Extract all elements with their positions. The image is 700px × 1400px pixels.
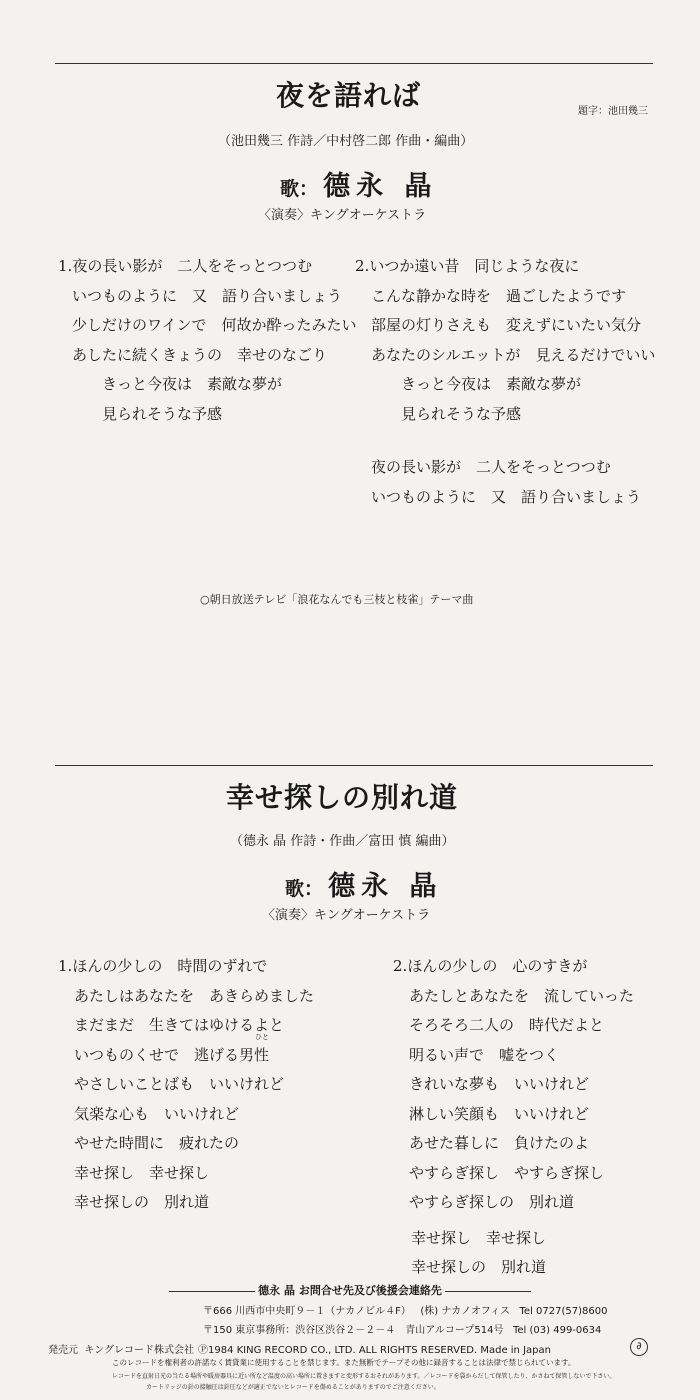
ruby-annotation: ひと: [255, 1033, 269, 1041]
lyric-line: [58, 252, 357, 282]
singer-label: 歌：: [285, 878, 324, 900]
song2-singer: [285, 864, 443, 903]
song1-singer: [280, 164, 438, 203]
singer-name: 德永 晶: [323, 171, 438, 202]
lyric-line: あしたに続くきょうの 幸せのなごり: [72, 345, 328, 364]
lyric-line: いつものくせで 逃げる男性: [74, 1045, 270, 1064]
king-logo-icon: ∂: [630, 1338, 648, 1356]
lyric-line: あたしとあなたを 流していった: [409, 986, 635, 1005]
lyric-text: 夜の長い影が 二人をそっとつつむ: [72, 257, 313, 275]
lyric-line: あなたのシルエットが 見えるだけでいい: [371, 345, 656, 364]
notice-1: このレコードを権利者の許諾なく賃貸業に使用することを禁じます。また無断でテープその他に録音することは法律で禁じられています。: [112, 1358, 576, 1367]
divider: [169, 1291, 255, 1292]
seller-company: キングレコード株式会社: [84, 1345, 195, 1356]
lyric-line: あたしはあなたを あきらめました: [74, 986, 315, 1005]
verse-number: 2.: [393, 957, 408, 975]
lyric-line: 見られそうな予感: [401, 404, 522, 423]
lyric-line: やすらぎ探し やすらぎ探し: [409, 1163, 605, 1182]
song2-verse2: [393, 952, 634, 1283]
seller-label: 発売元: [48, 1345, 78, 1356]
song2-verse1: [58, 952, 314, 1218]
lyric-line: 明るい声で 嘘をつく: [409, 1045, 560, 1064]
verse-number: 1.: [58, 957, 73, 975]
song2-title: 幸せ探しの別れ道: [226, 781, 459, 814]
lyric-line: 幸せ探しの 別れ道: [74, 1193, 210, 1211]
footer-seller: [48, 1341, 194, 1356]
lyric-line: いつものように 又 語り合いましょう: [72, 286, 343, 305]
top-rule: [55, 63, 653, 64]
lyric-line: やすらぎ探しの 別れ道: [409, 1193, 575, 1211]
divider: [445, 1291, 531, 1292]
lyric-text: いつか遠い昔 同じような夜に: [369, 257, 580, 275]
contact-line-2: [203, 1321, 601, 1336]
verse-number: 1.: [58, 257, 73, 275]
lyric-line: 淋しい笑顔も いいけれど: [409, 1104, 590, 1123]
contact-address: 〒150 東京事務所：渋谷区渋谷２－２－４ 青山アルコープ514号: [203, 1325, 504, 1336]
middle-rule: [55, 765, 653, 766]
song2-credits: （德永 晶 作詩・作曲／富田 慎 編曲）: [230, 834, 455, 849]
lyric-line: きれいな夢も いいけれど: [409, 1075, 590, 1093]
song2-orchestra: 〈演奏〉キングオーケストラ: [262, 908, 431, 923]
lyric-line: 見られそうな予感: [102, 404, 223, 423]
lyric-line: まだまだ 生きてはゆけるよと: [74, 1016, 285, 1034]
song1-verse2: [355, 252, 655, 512]
song1-title: 夜を語れば: [276, 79, 422, 112]
notice-3: カートリッジの針の接触圧は針圧などが適正でないとレコードを傷めることがありますのでご注意ください。: [146, 1384, 440, 1391]
lyric-text: ほんの少しの 時間のずれで: [72, 957, 268, 975]
notice-2: レコードを直射日光の当たる場所や暖房器具に近い所など温度の高い場所に置きますと変形するおそれがあります。／レコードを袋からだして保管したり、かさねて保管しないで下さい。: [112, 1373, 616, 1380]
lyric-line: [355, 252, 655, 282]
song1-orchestra: 〈演奏〉キングオーケストラ: [258, 208, 427, 223]
contact-heading-text: 德永 晶 お問合せ先及び後援会連絡先: [258, 1284, 442, 1297]
song1-note: ○朝日放送テレビ「浪花なんでも三枝と枝雀」テーマ曲: [200, 593, 474, 606]
verse-number: 2.: [355, 257, 370, 275]
contact-address: 〒666 川西市中央町９－１（ナカノビル４F）: [203, 1306, 411, 1317]
lyric-line: 夜の長い影が 二人をそっとつつむ: [371, 458, 611, 476]
lyric-line: 幸せ探しの 別れ道: [411, 1258, 547, 1276]
lyric-line: やせた時間に 疲れたの: [74, 1134, 240, 1152]
contact-heading: [160, 1282, 540, 1298]
contact-tel: Tel 0727(57)8600: [519, 1306, 608, 1317]
lyric-line: こんな静かな時を 過ごしたようです: [371, 286, 627, 305]
contact-line-1: [203, 1302, 607, 1317]
calligraphy-credit: 題字：池田幾三: [578, 106, 648, 117]
lyric-line: そろそろ二人の 時代だよと: [409, 1016, 605, 1034]
lyric-line: きっと今夜は 素敵な夢が: [102, 375, 283, 393]
song1-credits: （池田幾三 作詩／中村啓二郎 作曲・編曲）: [218, 134, 474, 149]
copyright: Ⓟ1984 KING RECORD CO., LTD. ALL RIGHTS RESERVED. Made in Japan: [198, 1345, 551, 1356]
lyric-line: 部屋の灯りさえも 変えずにいたい気分: [371, 316, 642, 334]
lyric-line: 気楽な心も いいけれど: [74, 1104, 240, 1123]
lyric-text: ほんの少しの 心のすきが: [407, 957, 588, 975]
contact-org: (株) ナカノオフィス: [420, 1306, 510, 1317]
lyric-line: 幸せ探し 幸せ探し: [411, 1228, 547, 1247]
lyric-line: あせた暮しに 負けたのよ: [409, 1134, 590, 1152]
lyric-line: きっと今夜は 素敵な夢が: [401, 375, 582, 393]
song1-verse1: [58, 252, 357, 429]
lyric-line: 幸せ探し 幸せ探し: [74, 1163, 210, 1182]
singer-label: 歌：: [280, 178, 319, 200]
lyric-line: [393, 952, 634, 982]
singer-name: 德永 晶: [328, 871, 443, 902]
contact-tel: Tel (03) 499-0634: [513, 1325, 602, 1336]
lyric-line: [58, 952, 314, 982]
lyric-line: やさしいことばも いいけれど: [74, 1075, 285, 1093]
lyric-line: いつものように 又 語り合いましょう: [371, 487, 642, 506]
lyric-line: 少しだけのワインで 何故か酔ったみたい: [72, 316, 357, 334]
